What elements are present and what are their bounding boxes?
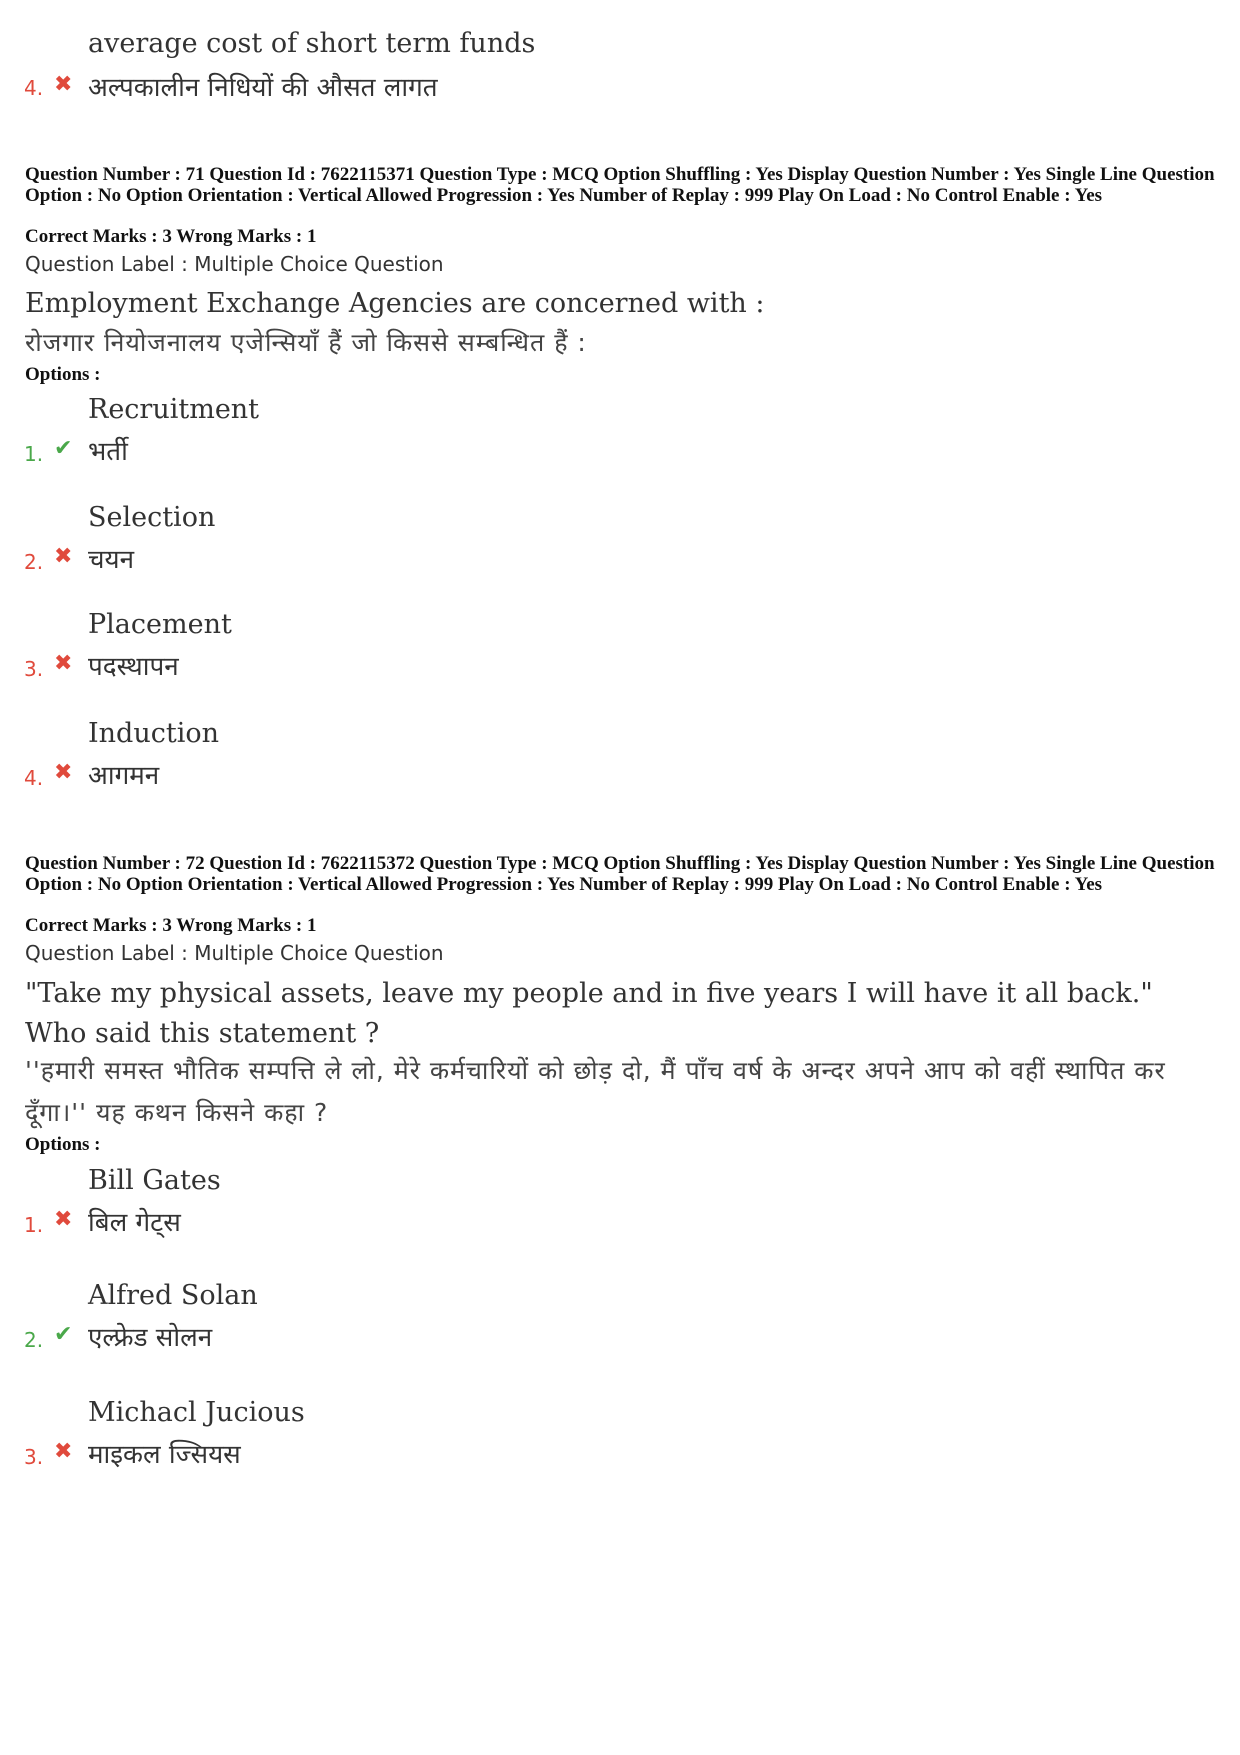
check-icon: ✔ xyxy=(54,1322,73,1347)
q71-option-2-number: 2. xyxy=(24,550,44,574)
q71-text-hindi: रोजगार नियोजनालय एजेन्सियाँ हैं जो किससे सम्बन्धित हैं : xyxy=(25,328,587,357)
q72-option-3-hindi: माइकल ज्सियस xyxy=(88,1440,241,1470)
q71-question-label: Question Label : Multiple Choice Question xyxy=(25,252,444,276)
cross-icon: ✖ xyxy=(54,760,73,785)
check-icon: ✔ xyxy=(54,436,73,461)
q71-option-4-hindi: आगमन xyxy=(88,761,160,791)
q71-text-english: Employment Exchange Agencies are concerned with : xyxy=(25,288,765,319)
q71-option-1-hindi: भर्ती xyxy=(88,437,128,467)
q72-option-2-english: Alfred Solan xyxy=(88,1280,258,1311)
prev-option-4-hindi: अल्पकालीन निधियों की औसत लागत xyxy=(88,73,438,103)
q71-option-3-english: Placement xyxy=(88,609,232,640)
q72-option-1-number: 1. xyxy=(24,1213,44,1237)
q72-option-1-english: Bill Gates xyxy=(88,1165,221,1196)
q71-option-2-hindi: चयन xyxy=(88,545,135,575)
cross-icon: ✖ xyxy=(54,1439,73,1464)
q71-option-3-hindi: पदस्थापन xyxy=(88,652,179,682)
q71-option-4-english: Induction xyxy=(88,718,219,749)
q71-option-3-number: 3. xyxy=(24,657,44,681)
q72-option-2-number: 2. xyxy=(24,1328,44,1352)
q72-option-3-english: Michacl Jucious xyxy=(88,1397,305,1428)
cross-icon: ✖ xyxy=(54,544,73,569)
q71-option-2-english: Selection xyxy=(88,502,216,533)
cross-icon: ✖ xyxy=(54,72,73,97)
cross-icon: ✖ xyxy=(54,1207,73,1232)
prev-option-4-number: 4. xyxy=(24,76,44,100)
q72-text-english: "Take my physical assets, leave my people and in five years I will have it all back." Who said this statement ? xyxy=(25,978,1153,1049)
q72-meta: Question Number : 72 Question Id : 7622115372 Question Type : MCQ Option Shuffling : Yes Display Question Number : Yes Single Line Question Option : No Option Orientation : Vertical Allowed Progression : Yes Number of Replay : 999 Play On Load : No Control Enable : Yes xyxy=(25,853,1215,895)
q72-option-3-number: 3. xyxy=(24,1445,44,1469)
q72-question-label: Question Label : Multiple Choice Question xyxy=(25,941,444,965)
q71-option-1-number: 1. xyxy=(24,442,44,466)
q72-option-1-hindi: बिल गेट्स xyxy=(88,1208,181,1238)
q71-option-4-number: 4. xyxy=(24,766,44,790)
q72-text-hindi: ''हमारी समस्त भौतिक सम्पत्ति ले लो, मेरे कर्मचारियों को छोड़ दो, मैं पाँच वर्ष के अन्दर अपने आप को वहीं स्थापित कर दूँगा।'' यह कथन किसने कहा ? xyxy=(25,1056,1166,1127)
q71-option-1-english: Recruitment xyxy=(88,394,260,425)
q72-marks: Correct Marks : 3 Wrong Marks : 1 xyxy=(25,915,317,936)
q71-meta: Question Number : 71 Question Id : 7622115371 Question Type : MCQ Option Shuffling : Yes Display Question Number : Yes Single Line Question Option : No Option Orientation : Vertical Allowed Progression : Yes Number of Replay : 999 Play On Load : No Control Enable : Yes xyxy=(25,164,1215,206)
q71-options-label: Options : xyxy=(25,364,101,385)
prev-option-4-english: average cost of short term funds xyxy=(88,28,536,59)
q72-options-label: Options : xyxy=(25,1134,101,1155)
q72-option-2-hindi: एल्फ्रेड सोलन xyxy=(88,1323,213,1353)
cross-icon: ✖ xyxy=(54,651,73,676)
q71-marks: Correct Marks : 3 Wrong Marks : 1 xyxy=(25,226,317,247)
